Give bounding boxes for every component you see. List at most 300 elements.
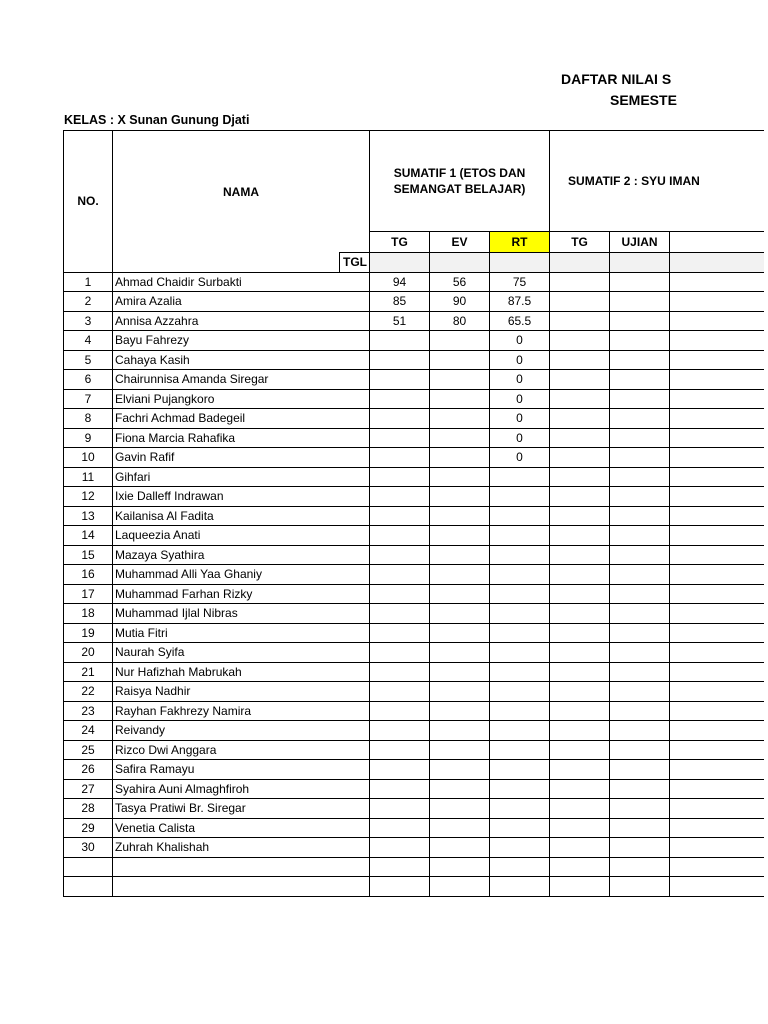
score-ev[interactable] bbox=[430, 448, 490, 468]
score-tg-2[interactable] bbox=[550, 877, 610, 897]
score-ev[interactable] bbox=[430, 721, 490, 741]
score-tg-2[interactable] bbox=[550, 292, 610, 312]
student-name[interactable]: Safira Ramayu bbox=[113, 760, 370, 780]
score-ev[interactable] bbox=[430, 857, 490, 877]
row-number[interactable]: 30 bbox=[64, 838, 113, 858]
score-rt[interactable] bbox=[490, 526, 550, 546]
score-rt[interactable] bbox=[490, 877, 550, 897]
score-ujian[interactable] bbox=[610, 799, 670, 819]
student-name[interactable]: Syahira Auni Almaghfiroh bbox=[113, 779, 370, 799]
row-number[interactable]: 28 bbox=[64, 799, 113, 819]
score-ev[interactable] bbox=[430, 818, 490, 838]
score-rt[interactable] bbox=[490, 643, 550, 663]
score-ev[interactable] bbox=[430, 682, 490, 702]
tgl-cell[interactable] bbox=[550, 253, 610, 273]
score-ev[interactable] bbox=[430, 604, 490, 624]
score-extra[interactable] bbox=[670, 643, 764, 663]
student-name[interactable]: Rayhan Fakhrezy Namira bbox=[113, 701, 370, 721]
score-tg[interactable] bbox=[370, 662, 430, 682]
score-tg[interactable] bbox=[370, 623, 430, 643]
score-rt[interactable] bbox=[490, 604, 550, 624]
table-row bbox=[64, 565, 764, 585]
score-ev[interactable] bbox=[430, 409, 490, 429]
row-number[interactable]: 19 bbox=[64, 623, 113, 643]
score-ujian[interactable] bbox=[610, 389, 670, 409]
table-row bbox=[64, 311, 764, 331]
tgl-cell[interactable] bbox=[610, 253, 670, 273]
sheet-title-line1: DAFTAR NILAI S bbox=[561, 71, 672, 87]
student-name[interactable]: Tasya Pratiwi Br. Siregar bbox=[113, 799, 370, 819]
score-ujian[interactable] bbox=[610, 370, 670, 390]
score-tg-2[interactable] bbox=[550, 779, 610, 799]
table-row bbox=[64, 584, 764, 604]
score-tg-2[interactable] bbox=[550, 526, 610, 546]
score-ev[interactable] bbox=[430, 428, 490, 448]
score-extra[interactable] bbox=[670, 740, 764, 760]
score-tg-2[interactable] bbox=[550, 643, 610, 663]
row-number[interactable]: 8 bbox=[64, 409, 113, 429]
score-tg[interactable]: 85 bbox=[370, 292, 430, 312]
student-name[interactable]: Mutia Fitri bbox=[113, 623, 370, 643]
score-tg-2[interactable] bbox=[550, 545, 610, 565]
score-extra[interactable] bbox=[670, 584, 764, 604]
score-ujian[interactable] bbox=[610, 662, 670, 682]
score-ev[interactable] bbox=[430, 779, 490, 799]
score-rt[interactable]: 0 bbox=[490, 350, 550, 370]
score-rt[interactable] bbox=[490, 467, 550, 487]
score-tg-2[interactable] bbox=[550, 838, 610, 858]
row-number[interactable]: 15 bbox=[64, 545, 113, 565]
score-extra[interactable] bbox=[670, 467, 764, 487]
tgl-cell[interactable] bbox=[370, 253, 430, 273]
student-name[interactable] bbox=[113, 857, 370, 877]
sheet-title-line2: SEMESTE bbox=[610, 92, 677, 108]
score-extra[interactable] bbox=[670, 760, 764, 780]
header-sumatif-1[interactable]: SUMATIF 1 (ETOS DAN SEMANGAT BELAJAR) bbox=[370, 131, 550, 232]
score-tg[interactable] bbox=[370, 467, 430, 487]
score-ujian[interactable] bbox=[610, 682, 670, 702]
score-rt[interactable] bbox=[490, 721, 550, 741]
student-name[interactable]: Kailanisa Al Fadita bbox=[113, 506, 370, 526]
score-tg-2[interactable] bbox=[550, 584, 610, 604]
row-number[interactable]: 10 bbox=[64, 448, 113, 468]
student-name[interactable]: Rizco Dwi Anggara bbox=[113, 740, 370, 760]
score-tg[interactable]: 51 bbox=[370, 311, 430, 331]
score-tg-2[interactable] bbox=[550, 467, 610, 487]
score-ev[interactable] bbox=[430, 565, 490, 585]
score-rt[interactable]: 65.5 bbox=[490, 311, 550, 331]
score-rt[interactable] bbox=[490, 545, 550, 565]
score-tg[interactable] bbox=[370, 506, 430, 526]
score-rt[interactable] bbox=[490, 506, 550, 526]
score-tg-2[interactable] bbox=[550, 409, 610, 429]
score-ev[interactable] bbox=[430, 623, 490, 643]
row-number[interactable]: 27 bbox=[64, 779, 113, 799]
score-ev[interactable]: 90 bbox=[430, 292, 490, 312]
score-ev[interactable] bbox=[430, 799, 490, 819]
student-name[interactable]: Nur Hafizhah Mabrukah bbox=[113, 662, 370, 682]
student-name[interactable]: Mazaya Syathira bbox=[113, 545, 370, 565]
class-label: KELAS : X Sunan Gunung Djati bbox=[64, 113, 250, 127]
score-tg[interactable] bbox=[370, 389, 430, 409]
score-extra[interactable] bbox=[670, 662, 764, 682]
student-name[interactable]: Annisa Azzahra bbox=[113, 311, 370, 331]
score-ev[interactable] bbox=[430, 740, 490, 760]
header-no[interactable]: NO. bbox=[64, 131, 113, 273]
score-ujian[interactable] bbox=[610, 701, 670, 721]
table-row bbox=[64, 818, 764, 838]
score-tg[interactable] bbox=[370, 487, 430, 507]
score-tg[interactable] bbox=[370, 838, 430, 858]
table-row bbox=[64, 643, 764, 663]
score-tg[interactable] bbox=[370, 545, 430, 565]
score-tg[interactable] bbox=[370, 857, 430, 877]
row-number[interactable]: 29 bbox=[64, 818, 113, 838]
row-number[interactable]: 9 bbox=[64, 428, 113, 448]
header-cell[interactable] bbox=[670, 232, 764, 253]
score-extra[interactable] bbox=[670, 818, 764, 838]
row-number[interactable]: 6 bbox=[64, 370, 113, 390]
score-extra[interactable] bbox=[670, 857, 764, 877]
score-ev[interactable] bbox=[430, 506, 490, 526]
score-ev[interactable] bbox=[430, 584, 490, 604]
table-row bbox=[64, 799, 764, 819]
score-extra[interactable] bbox=[670, 292, 764, 312]
score-ujian[interactable] bbox=[610, 623, 670, 643]
score-rt[interactable] bbox=[490, 662, 550, 682]
score-ev[interactable]: 56 bbox=[430, 272, 490, 292]
score-tg[interactable] bbox=[370, 565, 430, 585]
score-tg[interactable] bbox=[370, 643, 430, 663]
table-row bbox=[64, 428, 764, 448]
score-tg-2[interactable] bbox=[550, 370, 610, 390]
score-tg[interactable] bbox=[370, 701, 430, 721]
tgl-cell[interactable] bbox=[430, 253, 490, 273]
score-rt[interactable]: 0 bbox=[490, 409, 550, 429]
row-number[interactable]: 13 bbox=[64, 506, 113, 526]
student-name[interactable]: Laqueezia Anati bbox=[113, 526, 370, 546]
score-extra[interactable] bbox=[670, 604, 764, 624]
score-extra[interactable] bbox=[670, 838, 764, 858]
score-rt[interactable] bbox=[490, 857, 550, 877]
header-tg-2[interactable]: TG bbox=[550, 232, 610, 253]
table-row bbox=[64, 662, 764, 682]
score-tg-2[interactable] bbox=[550, 448, 610, 468]
score-ujian[interactable] bbox=[610, 643, 670, 663]
header-nama[interactable]: NAMA bbox=[113, 131, 370, 253]
score-ev[interactable] bbox=[430, 370, 490, 390]
tgl-cell[interactable] bbox=[670, 253, 764, 273]
student-name[interactable]: Amira Azalia bbox=[113, 292, 370, 312]
score-extra[interactable] bbox=[670, 389, 764, 409]
student-name[interactable]: Fachri Achmad Badegeil bbox=[113, 409, 370, 429]
score-tg-2[interactable] bbox=[550, 857, 610, 877]
student-name[interactable]: Zuhrah Khalishah bbox=[113, 838, 370, 858]
score-tg-2[interactable] bbox=[550, 721, 610, 741]
score-tg-2[interactable] bbox=[550, 350, 610, 370]
header-rt[interactable]: RT bbox=[490, 232, 550, 253]
score-rt[interactable] bbox=[490, 799, 550, 819]
row-number[interactable]: 3 bbox=[64, 311, 113, 331]
header-row-1 bbox=[64, 131, 764, 232]
score-tg-2[interactable] bbox=[550, 389, 610, 409]
score-ujian[interactable] bbox=[610, 487, 670, 507]
score-tg-2[interactable] bbox=[550, 272, 610, 292]
score-rt[interactable] bbox=[490, 487, 550, 507]
row-number[interactable]: 2 bbox=[64, 292, 113, 312]
row-number[interactable]: 16 bbox=[64, 565, 113, 585]
score-extra[interactable] bbox=[670, 272, 764, 292]
row-number[interactable]: 1 bbox=[64, 272, 113, 292]
score-tg-2[interactable] bbox=[550, 565, 610, 585]
table-row bbox=[64, 721, 764, 741]
student-name[interactable]: Reivandy bbox=[113, 721, 370, 741]
score-ujian[interactable] bbox=[610, 292, 670, 312]
score-rt[interactable]: 0 bbox=[490, 448, 550, 468]
score-ev[interactable] bbox=[430, 643, 490, 663]
score-extra[interactable] bbox=[670, 545, 764, 565]
score-rt[interactable]: 0 bbox=[490, 331, 550, 351]
score-tg[interactable] bbox=[370, 721, 430, 741]
score-tg-2[interactable] bbox=[550, 760, 610, 780]
score-ujian[interactable] bbox=[610, 311, 670, 331]
table-row bbox=[64, 448, 764, 468]
student-name[interactable]: Elviani Pujangkoro bbox=[113, 389, 370, 409]
row-number[interactable]: 20 bbox=[64, 643, 113, 663]
row-number[interactable] bbox=[64, 877, 113, 897]
score-extra[interactable] bbox=[670, 565, 764, 585]
score-rt[interactable] bbox=[490, 701, 550, 721]
score-tg[interactable] bbox=[370, 526, 430, 546]
score-extra[interactable] bbox=[670, 409, 764, 429]
score-rt[interactable] bbox=[490, 565, 550, 585]
score-ev[interactable] bbox=[430, 545, 490, 565]
score-rt[interactable] bbox=[490, 818, 550, 838]
score-ev[interactable] bbox=[430, 838, 490, 858]
score-extra[interactable] bbox=[670, 448, 764, 468]
student-name[interactable]: Raisya Nadhir bbox=[113, 682, 370, 702]
student-name[interactable]: Muhammad Alli Yaa Ghaniy bbox=[113, 565, 370, 585]
score-tg[interactable] bbox=[370, 448, 430, 468]
row-number[interactable]: 11 bbox=[64, 467, 113, 487]
student-name[interactable]: Muhammad Ijlal Nibras bbox=[113, 604, 370, 624]
table-row bbox=[64, 623, 764, 643]
score-ujian[interactable] bbox=[610, 428, 670, 448]
score-extra[interactable] bbox=[670, 877, 764, 897]
student-name[interactable]: Chairunnisa Amanda Siregar bbox=[113, 370, 370, 390]
score-tg-2[interactable] bbox=[550, 623, 610, 643]
header-ujian[interactable]: UJIAN bbox=[610, 232, 670, 253]
score-ujian[interactable] bbox=[610, 740, 670, 760]
score-tg-2[interactable] bbox=[550, 799, 610, 819]
student-name[interactable]: Ahmad Chaidir Surbakti bbox=[113, 272, 370, 292]
row-number[interactable]: 22 bbox=[64, 682, 113, 702]
score-ujian[interactable] bbox=[610, 565, 670, 585]
score-tg[interactable] bbox=[370, 370, 430, 390]
score-ujian[interactable] bbox=[610, 467, 670, 487]
table-row bbox=[64, 506, 764, 526]
score-tg-2[interactable] bbox=[550, 506, 610, 526]
score-tg[interactable] bbox=[370, 682, 430, 702]
score-rt[interactable]: 0 bbox=[490, 370, 550, 390]
student-name[interactable]: Bayu Fahrezy bbox=[113, 331, 370, 351]
score-ev[interactable] bbox=[430, 760, 490, 780]
score-rt[interactable] bbox=[490, 740, 550, 760]
row-number[interactable]: 14 bbox=[64, 526, 113, 546]
table-row bbox=[64, 838, 764, 858]
score-ujian[interactable] bbox=[610, 409, 670, 429]
score-tg[interactable] bbox=[370, 740, 430, 760]
score-extra[interactable] bbox=[670, 682, 764, 702]
score-extra[interactable] bbox=[670, 487, 764, 507]
score-ev[interactable] bbox=[430, 662, 490, 682]
score-tg-2[interactable] bbox=[550, 818, 610, 838]
row-number[interactable]: 26 bbox=[64, 760, 113, 780]
score-ujian[interactable] bbox=[610, 760, 670, 780]
score-ev[interactable] bbox=[430, 467, 490, 487]
score-tg[interactable] bbox=[370, 760, 430, 780]
score-rt[interactable] bbox=[490, 760, 550, 780]
score-ujian[interactable] bbox=[610, 877, 670, 897]
score-rt[interactable] bbox=[490, 838, 550, 858]
row-number[interactable]: 24 bbox=[64, 721, 113, 741]
row-number[interactable] bbox=[64, 857, 113, 877]
score-tg[interactable] bbox=[370, 584, 430, 604]
row-number[interactable]: 4 bbox=[64, 331, 113, 351]
table-row bbox=[64, 545, 764, 565]
score-extra[interactable] bbox=[670, 623, 764, 643]
row-number[interactable]: 18 bbox=[64, 604, 113, 624]
score-rt[interactable]: 75 bbox=[490, 272, 550, 292]
table-row bbox=[64, 292, 764, 312]
score-extra[interactable] bbox=[670, 779, 764, 799]
score-tg-2[interactable] bbox=[550, 604, 610, 624]
student-name[interactable]: Ixie Dalleff Indrawan bbox=[113, 487, 370, 507]
score-ujian[interactable] bbox=[610, 272, 670, 292]
grades-table bbox=[63, 130, 764, 897]
score-ujian[interactable] bbox=[610, 604, 670, 624]
score-ujian[interactable] bbox=[610, 838, 670, 858]
header-ev[interactable]: EV bbox=[430, 232, 490, 253]
score-extra[interactable] bbox=[670, 331, 764, 351]
score-rt[interactable] bbox=[490, 682, 550, 702]
table-row bbox=[64, 350, 764, 370]
score-tg-2[interactable] bbox=[550, 428, 610, 448]
score-ujian[interactable] bbox=[610, 506, 670, 526]
score-tg[interactable] bbox=[370, 799, 430, 819]
tgl-row-blank[interactable] bbox=[113, 253, 340, 273]
student-name[interactable]: Gihfari bbox=[113, 467, 370, 487]
score-tg[interactable] bbox=[370, 409, 430, 429]
score-extra[interactable] bbox=[670, 428, 764, 448]
header-sumatif-2[interactable]: SUMATIF 2 : SYU IMAN bbox=[550, 131, 764, 232]
score-extra[interactable] bbox=[670, 799, 764, 819]
score-rt[interactable]: 0 bbox=[490, 389, 550, 409]
score-ujian[interactable] bbox=[610, 584, 670, 604]
score-tg[interactable]: 94 bbox=[370, 272, 430, 292]
score-tg-2[interactable] bbox=[550, 662, 610, 682]
score-tg[interactable] bbox=[370, 428, 430, 448]
score-rt[interactable]: 0 bbox=[490, 428, 550, 448]
score-ujian[interactable] bbox=[610, 545, 670, 565]
header-tg[interactable]: TG bbox=[370, 232, 430, 253]
score-tg-2[interactable] bbox=[550, 311, 610, 331]
score-extra[interactable] bbox=[670, 350, 764, 370]
score-tg[interactable] bbox=[370, 331, 430, 351]
score-ev[interactable] bbox=[430, 487, 490, 507]
score-ev[interactable] bbox=[430, 331, 490, 351]
score-ev[interactable] bbox=[430, 526, 490, 546]
score-ujian[interactable] bbox=[610, 350, 670, 370]
score-ujian[interactable] bbox=[610, 448, 670, 468]
student-name[interactable] bbox=[113, 877, 370, 897]
table-row bbox=[64, 779, 764, 799]
score-tg-2[interactable] bbox=[550, 701, 610, 721]
score-ujian[interactable] bbox=[610, 818, 670, 838]
score-tg-2[interactable] bbox=[550, 487, 610, 507]
score-rt[interactable]: 87.5 bbox=[490, 292, 550, 312]
row-number[interactable]: 21 bbox=[64, 662, 113, 682]
score-tg-2[interactable] bbox=[550, 682, 610, 702]
score-extra[interactable] bbox=[670, 526, 764, 546]
student-name[interactable]: Venetia Calista bbox=[113, 818, 370, 838]
score-ev[interactable] bbox=[430, 701, 490, 721]
score-ev[interactable] bbox=[430, 350, 490, 370]
score-ev[interactable] bbox=[430, 877, 490, 897]
table-row bbox=[64, 877, 764, 897]
score-rt[interactable] bbox=[490, 779, 550, 799]
score-ev[interactable] bbox=[430, 389, 490, 409]
tgl-label[interactable]: TGL bbox=[340, 253, 370, 273]
score-rt[interactable] bbox=[490, 584, 550, 604]
row-number[interactable]: 25 bbox=[64, 740, 113, 760]
score-extra[interactable] bbox=[670, 701, 764, 721]
student-name[interactable]: Naurah Syifa bbox=[113, 643, 370, 663]
student-name[interactable]: Muhammad Farhan Rizky bbox=[113, 584, 370, 604]
row-number[interactable]: 12 bbox=[64, 487, 113, 507]
score-tg[interactable] bbox=[370, 779, 430, 799]
table-row bbox=[64, 409, 764, 429]
score-tg-2[interactable] bbox=[550, 740, 610, 760]
score-ujian[interactable] bbox=[610, 857, 670, 877]
tgl-cell[interactable] bbox=[490, 253, 550, 273]
row-number[interactable]: 5 bbox=[64, 350, 113, 370]
score-extra[interactable] bbox=[670, 721, 764, 741]
score-extra[interactable] bbox=[670, 370, 764, 390]
score-ujian[interactable] bbox=[610, 779, 670, 799]
score-tg-2[interactable] bbox=[550, 331, 610, 351]
score-ujian[interactable] bbox=[610, 526, 670, 546]
row-number[interactable]: 23 bbox=[64, 701, 113, 721]
score-rt[interactable] bbox=[490, 623, 550, 643]
score-tg[interactable] bbox=[370, 350, 430, 370]
score-tg[interactable] bbox=[370, 604, 430, 624]
row-number[interactable]: 7 bbox=[64, 389, 113, 409]
student-name[interactable]: Gavin Rafif bbox=[113, 448, 370, 468]
table-row bbox=[64, 526, 764, 546]
row-number[interactable]: 17 bbox=[64, 584, 113, 604]
score-ujian[interactable] bbox=[610, 721, 670, 741]
score-extra[interactable] bbox=[670, 506, 764, 526]
student-name[interactable]: Fiona Marcia Rahafika bbox=[113, 428, 370, 448]
student-name[interactable]: Cahaya Kasih bbox=[113, 350, 370, 370]
score-tg[interactable] bbox=[370, 818, 430, 838]
score-extra[interactable] bbox=[670, 311, 764, 331]
score-ev[interactable]: 80 bbox=[430, 311, 490, 331]
table-row bbox=[64, 370, 764, 390]
score-tg[interactable] bbox=[370, 877, 430, 897]
score-ujian[interactable] bbox=[610, 331, 670, 351]
